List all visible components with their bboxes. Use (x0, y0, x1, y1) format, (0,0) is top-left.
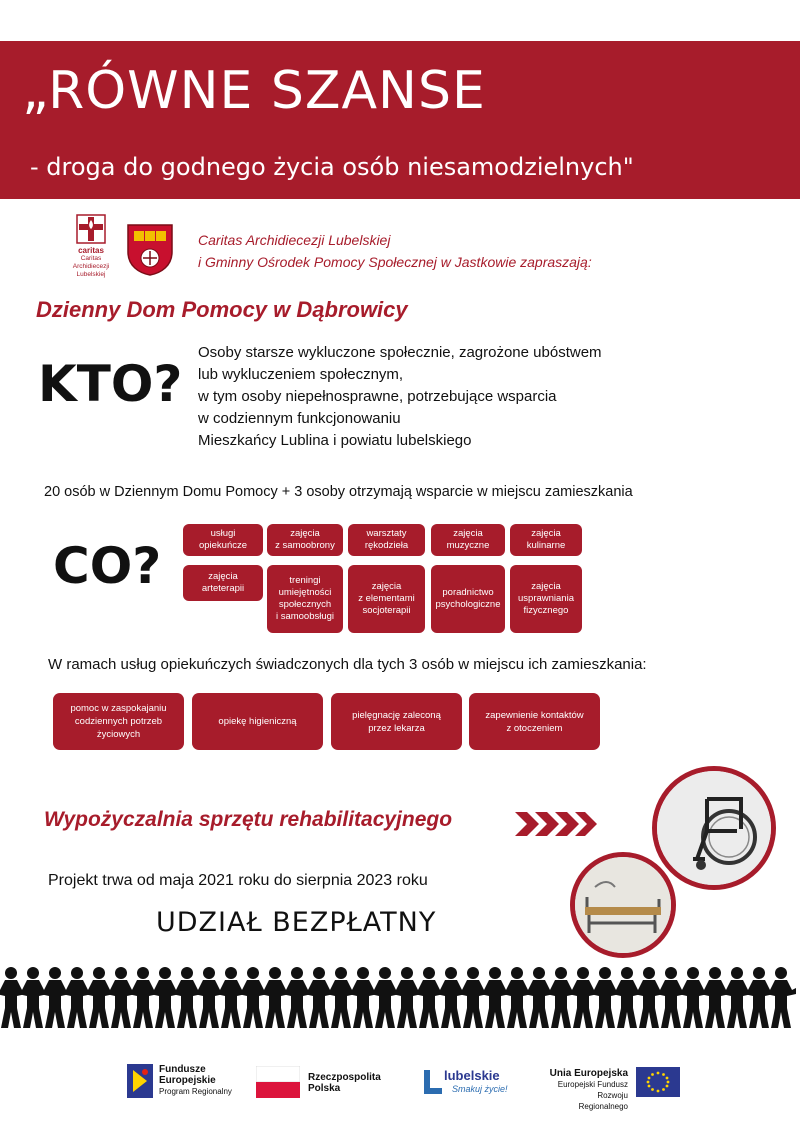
organizers-text (198, 229, 592, 273)
eu-line-2: Europejski Fundusz (557, 1080, 628, 1089)
activity-tile: usługi opiekuńcze (183, 524, 263, 556)
fe-star-icon (127, 1064, 153, 1098)
free-participation: UDZIAŁ BEZPŁATNY (156, 907, 437, 938)
wheelchair-icon (657, 771, 771, 885)
caritas-flame-icon (76, 214, 106, 244)
who-heading: KTO? (38, 355, 183, 413)
caritas-logo (66, 214, 116, 279)
care-tile: pielęgnację zaleconą przez lekarza (331, 693, 462, 750)
care-tile: opiekę higieniczną (192, 693, 323, 750)
activity-tile: zajęcia muzyczne (431, 524, 505, 556)
care-tile: zapewnienie kontaktów z otoczeniem (469, 693, 600, 750)
fe-line-3: Program Regionalny (159, 1087, 232, 1096)
who-description (198, 342, 602, 452)
wheelchair-photo (652, 766, 776, 890)
care-intro: W ramach usług opiekuńczych świadczonych dla tych 3 osób w miejscu ich zamieszkania: (48, 656, 647, 673)
lubelskie-logo (422, 1066, 518, 1100)
who-line: lub wykluczeniem społecznym, (198, 366, 404, 383)
lubelskie-slogan: Smakuj życie! (452, 1084, 508, 1094)
activity-tile: poradnictwo psychologiczne (431, 565, 505, 633)
who-line: w codziennym funkcjonowaniu (198, 410, 401, 427)
project-period: Projekt trwa od maja 2021 roku do sierpnia 2023 roku (48, 872, 428, 889)
activity-tile: zajęcia z samoobrony (267, 524, 343, 556)
organizers-line-2: i Gminny Ośrodek Pomocy Społecznej w Jastkowie zapraszają: (198, 254, 592, 270)
eu-line-3: Rozwoju Regionalnego (578, 1091, 628, 1111)
equipment-rental-title: Wypożyczalnia sprzętu rehabilitacyjnego (44, 808, 453, 831)
bed-icon (575, 857, 671, 953)
caritas-caption-2: Archidiecezji (72, 263, 110, 270)
eu-line-1: Unia Europejska (549, 1068, 628, 1079)
fe-line-2: Europejskie (159, 1075, 216, 1086)
center-title: Dzienny Dom Pomocy w Dąbrowicy (36, 297, 408, 322)
activity-tile: zajęcia kulinarne (510, 524, 582, 556)
who-line: Mieszkańcy Lublina i powiatu lubelskiego (198, 432, 472, 449)
caritas-name: caritas (78, 246, 104, 255)
subtitle: - droga do godnego życia osób niesamodzielnych" (30, 153, 634, 181)
what-heading: CO? (53, 537, 162, 595)
eu-text (548, 1068, 628, 1112)
gmina-coat-of-arms (125, 222, 175, 277)
activity-tile: zajęcia usprawniania fizycznego (510, 565, 582, 633)
who-line: w tym osoby niepełnosprawne, potrzebujące wsparcia (198, 388, 557, 405)
activity-tile: treningi umiejętności społecznych i samoobsługi (267, 565, 343, 633)
organizers-line-1: Caritas Archidiecezji Lubelskiej (198, 232, 391, 248)
participants-count: 20 osób w Dziennym Domu Pomocy + 3 osoby otrzymają wsparcie w miejscu zamieszkania (44, 484, 633, 500)
rp-line-1: Rzeczpospolita (308, 1072, 381, 1083)
eu-flag-icon (636, 1067, 680, 1097)
care-tile: pomoc w zaspokajaniu codziennych potrzeb życiowych (53, 693, 184, 750)
coat-of-arms-icon (125, 222, 175, 277)
activity-tile: warsztaty rękodzieła (348, 524, 425, 556)
activity-tile: zajęcia z elementami socjoterapii (348, 565, 425, 633)
main-title: „RÓWNE SZANSE (22, 61, 486, 121)
lubelskie-text: lubelskie (444, 1068, 500, 1083)
lubelskie-l-icon (422, 1068, 444, 1096)
caritas-caption-3: Lubelskiej (76, 271, 106, 278)
rp-line-2: Polska (308, 1083, 341, 1094)
people-chain-decoration (0, 966, 800, 1030)
caritas-caption-1: Caritas (80, 255, 102, 262)
activity-tile: zajęcia arteterapii (183, 565, 263, 601)
chevron-arrows-icon (515, 810, 597, 838)
polish-flag-icon (256, 1066, 300, 1098)
rehab-bed-photo (570, 852, 676, 958)
who-line: Osoby starsze wykluczone społecznie, zagrożone ubóstwem (198, 344, 602, 361)
fe-line-1: Fundusze (159, 1064, 206, 1075)
title-banner (0, 41, 800, 199)
